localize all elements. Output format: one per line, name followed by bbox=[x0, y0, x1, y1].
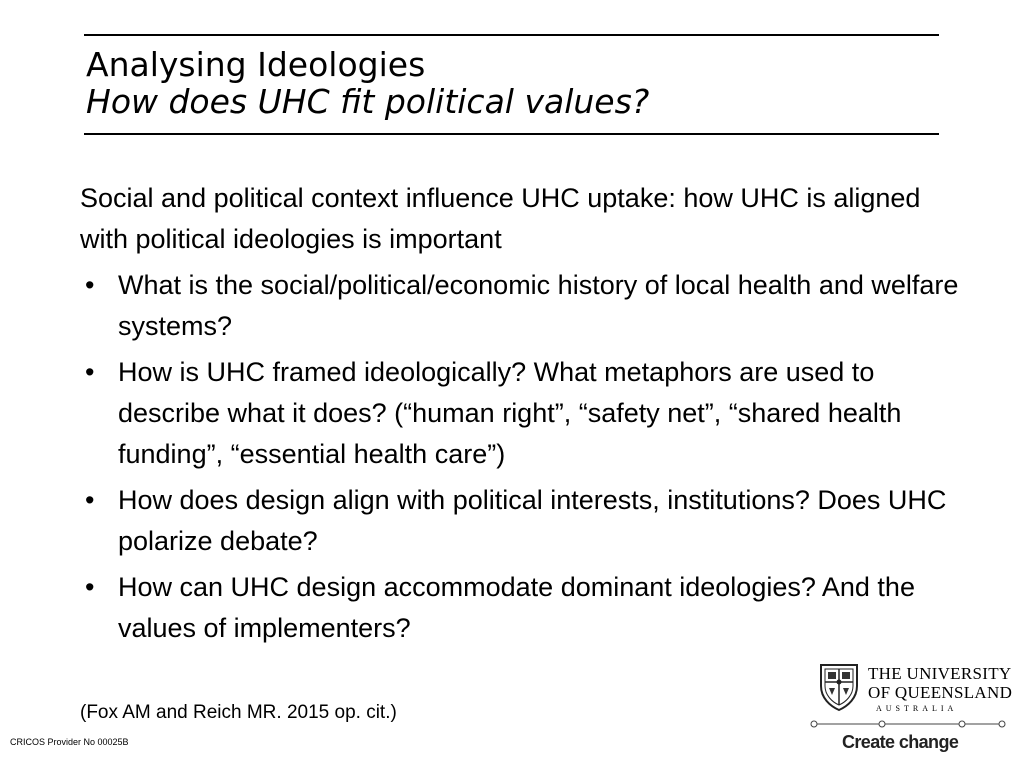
bullet-marker: • bbox=[85, 357, 95, 387]
slide-title: Analysing Ideologies bbox=[86, 45, 426, 84]
bullet-text: How does design align with political interests, institutions? Does UHC polarize debate? bbox=[118, 485, 947, 556]
bullet-item bbox=[80, 480, 960, 562]
title-block bbox=[86, 46, 936, 120]
cricos-provider-number: CRICOS Provider No 00025B bbox=[10, 737, 129, 747]
bullet-text: What is the social/political/economic history of local health and welfare systems? bbox=[118, 270, 959, 341]
title-top-rule bbox=[84, 34, 939, 36]
university-country: AUSTRALIA bbox=[876, 704, 958, 713]
university-name-line2: OF QUEENSLAND bbox=[868, 683, 1013, 702]
citation: (Fox AM and Reich MR. 2015 op. cit.) bbox=[80, 702, 397, 723]
bullet-marker: • bbox=[85, 270, 95, 300]
bullet-item bbox=[80, 567, 960, 649]
bullet-text: How is UHC framed ideologically? What metaphors are used to describe what it does? (“human right”, “safety net”, “shared health funding”, “essential health care”) bbox=[118, 357, 902, 469]
title-bottom-rule bbox=[84, 133, 939, 135]
bullet-item bbox=[80, 352, 960, 475]
bullet-item bbox=[80, 265, 960, 347]
bullet-marker: • bbox=[85, 572, 95, 602]
slide-body bbox=[80, 178, 960, 654]
crest-icon bbox=[818, 662, 860, 712]
divider-ornament-icon bbox=[810, 719, 1006, 729]
university-name bbox=[868, 664, 1012, 702]
university-name-line1: THE UNIVERSITY bbox=[868, 664, 1012, 683]
slide-subtitle: How does UHC fit political values? bbox=[86, 82, 650, 121]
bullet-list bbox=[80, 265, 960, 649]
bullet-text: How can UHC design accommodate dominant ideologies? And the values of implementers? bbox=[118, 572, 915, 643]
university-logo bbox=[808, 658, 1013, 758]
intro-paragraph: Social and political context influence UHC uptake: how UHC is aligned with political ideologies is important bbox=[80, 183, 921, 254]
tagline: Create change bbox=[842, 732, 959, 752]
bullet-marker: • bbox=[85, 485, 95, 515]
